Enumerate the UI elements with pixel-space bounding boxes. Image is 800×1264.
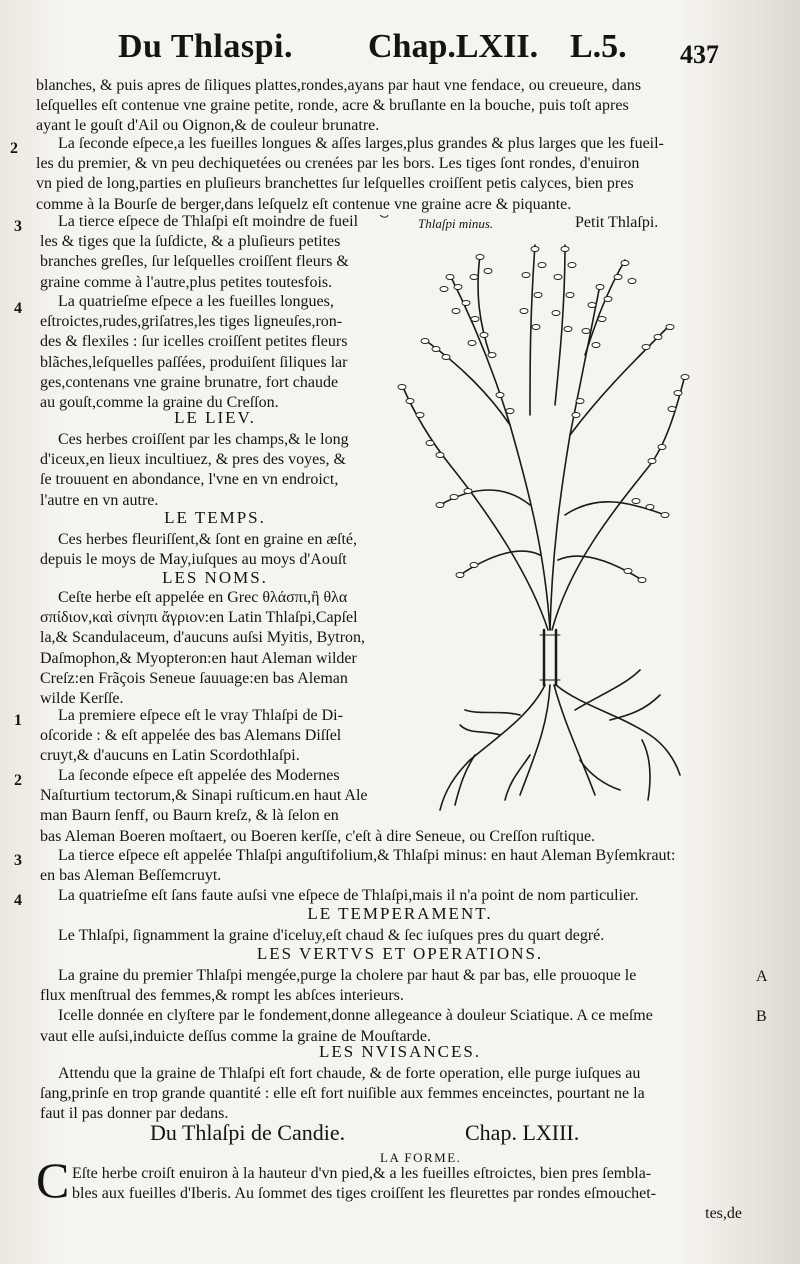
- margin-letter-a: A: [756, 968, 768, 985]
- text-line: Eſte herbe croiſt enuiron à la hauteur d'vn pied,& a les fueilles eſtroictes, bien pres ſembla-: [72, 1165, 652, 1182]
- paragraph-noms: [40, 588, 390, 709]
- paragraph-third-species: [40, 212, 390, 293]
- text-line: eſtroictes,rudes,griſatres,les tiges ligneuſes,ron-: [40, 313, 343, 331]
- text-line: blãches,leſquelles paſſées, produiſent ſiliques lar: [40, 353, 348, 371]
- section-heading-lieu: LE LIEV.: [174, 408, 256, 427]
- margin-number: 1: [14, 712, 22, 729]
- figure-caption-french: Petit Thlaſpi.: [575, 214, 659, 231]
- text-line: La ſeconde eſpece eſt appelée des Modernes: [58, 767, 340, 784]
- text-line: La tierce eſpece eſt appelée Thlaſpi anguſtifolium,& Thlaſpi minus: en haut Aleman Byſemkraut:: [58, 847, 676, 864]
- text-line: La graine du premier Thlaſpi mengée,purge la cholere par haut & par bas, elle prouoque le: [58, 967, 637, 984]
- text-line: flux menſtrual des femmes,& rompt les abſces interieurs.: [40, 987, 404, 1005]
- drop-cap-letter: C: [36, 1152, 70, 1208]
- text-line: Attendu que la graine de Thlaſpi eſt fort chaude, & de forte operation, elle purge iuſques au: [58, 1065, 641, 1082]
- margin-letter-b: B: [756, 1008, 767, 1025]
- text-line: branches greſles, ſur leſquelles croiſſent fleurs &: [40, 253, 349, 271]
- text-line: man Baurn ſenff, ou Baurn kreſz, & là ſelon en: [40, 807, 339, 825]
- text-line: au gouſt,comme la graine du Creſſon.: [40, 393, 279, 411]
- text-line: vaut elle auſsi,induicte deſſus comme la graine de Mouſtarde.: [40, 1027, 431, 1045]
- text-line: bas Aleman Boeren moſtaert, ou Boeren kerſſe, c'eſt à dire Seneue, ou Creſſon ruſtique.: [40, 827, 596, 845]
- text-line: les & tiges que la ſuſdicte, & a pluſieurs petites: [40, 233, 341, 251]
- text-line: σπίδιον,καὶ σίνηπι ἄγριον:en Latin Thlaſpi,Capſel: [40, 609, 358, 627]
- text-line: comme à la Bourſe de berger,dans leſquelz eſt contenue vne graine acre & piquante.: [36, 195, 572, 213]
- text-line: Le Thlaſpi, ſignamment la graine d'iceluy,eſt chaud & ſec iuſques pres du quart degré.: [58, 927, 605, 944]
- text-line: La ſeconde eſpece,a les fueilles longues & aſſes larges,plus grandes & plus larges que les fueil-: [58, 135, 664, 152]
- paragraph-vertus: [40, 966, 760, 1047]
- margin-number: 3: [14, 852, 22, 869]
- text-line: La tierce eſpece de Thlaſpi eſt moindre de fueil: [58, 213, 359, 230]
- text-line: ſe trouuent en abondance, l'vne en vn endroict,: [40, 471, 339, 489]
- next-chapter-title: Du Thlaſpi de Candie.: [150, 1120, 346, 1145]
- paragraph-forme: [72, 1164, 762, 1225]
- paragraph-names-first: [40, 706, 390, 767]
- text-line: cruyt,& d'aucuns en Latin Scordothlaſpi.: [40, 747, 300, 765]
- text-line: ayant le gouſt d'Ail ou Oignon,& de couleur brunatre.: [36, 117, 380, 135]
- section-heading-temperament: LE TEMPERAMENT.: [307, 904, 493, 923]
- text-line: oſcoride : & eſt appelée des bas Alemans Diſſel: [40, 727, 342, 745]
- text-line: blanches, & puis apres de ſiliques plattes,rondes,ayans par haut vne fendace, ou creueure, dans: [36, 77, 642, 94]
- text-line: Creſz:en Frãçois Seneue ſauuage:en bas Aleman: [40, 669, 348, 687]
- text-line: La quatrieſme eſt ſans faute auſsi vne eſpece de Thlaſpi,mais il n'a point de nom particulier.: [58, 887, 639, 904]
- text-line: ſang,prinſe en trop grande quantité : elle eſt fort nuiſible aux femmes enceinctes, pourtant ne la: [40, 1085, 645, 1103]
- margin-number: 2: [10, 140, 18, 157]
- text-line: tes,de: [705, 1205, 742, 1223]
- text-line: des & flexiles : ſur icelles croiſſent petites fleurs: [40, 333, 348, 351]
- text-line: leſquelles eſt contenue vne graine petite, ronde, acre & bruſlante en la bouche, puis toſt apres: [36, 97, 629, 115]
- section-heading-noms: LES NOMS.: [162, 568, 268, 587]
- text-line: Ces herbes fleuriſſent,& ſont en graine en æſté,: [58, 531, 358, 548]
- paragraph-names-third: [40, 846, 760, 886]
- text-line: Naſturtium tectorum,& Sinapi ruſticum.en haut Ale: [40, 787, 368, 805]
- text-line: bles aux fueilles d'Iberis. Au ſommet des tiges croiſſent les fleurettes par rondes eſmouchet-: [72, 1185, 657, 1203]
- text-line: Ceſte herbe eſt appelée en Grec θλάσπι,ἢ θλα: [58, 589, 348, 606]
- running-header: [0, 28, 800, 72]
- text-line: ges,contenans vne graine brunatre, fort chaude: [40, 373, 339, 391]
- margin-number: 4: [14, 300, 22, 317]
- text-line: l'autre en vn autre.: [40, 491, 159, 509]
- text-line: Ces herbes croiſſent par les champs,& le long: [58, 431, 349, 448]
- section-heading-nuisances: LES NVISANCES.: [318, 1042, 482, 1061]
- header-title: Du Thlaspi.: [118, 28, 293, 65]
- page-number: 437: [680, 40, 719, 69]
- text-line: les du premier, & vn peu dechiquetées ou crenées par les bors. Les tiges ſont rondes, d'enuiron: [36, 155, 640, 173]
- margin-number: 2: [14, 772, 22, 789]
- text-line: faut il pas donner par dedans.: [40, 1105, 229, 1123]
- intro-paragraph: [36, 76, 756, 137]
- figure-caption-latin: Thlaſpi minus.: [418, 216, 494, 231]
- text-line: en bas Aleman Beſſemcruyt.: [40, 867, 222, 885]
- margin-number: 4: [14, 892, 22, 909]
- section-heading-forme: LA FORME.: [380, 1150, 462, 1165]
- paragraph-nuisances: [40, 1064, 760, 1125]
- text-line: vn pied de long,parties en pluſieurs branchettes ſur leſquelles croiſſent petis calyces, bien pres: [36, 175, 634, 193]
- text-line: Icelle donnée en clyſtere par le fondement,donne allegeance à douleur Sciatique. A ce meſme: [58, 1007, 653, 1025]
- paragraph-lieu: [40, 430, 390, 511]
- plant-woodcut-illustration: [380, 215, 700, 825]
- text-line: depuis le moys de May,iuſques au moys d'Aouſt: [40, 551, 347, 569]
- paragraph-second-species: [36, 134, 756, 215]
- paragraph-fourth-species: [40, 292, 390, 413]
- text-line: la,& Scandulaceum, d'aucuns auſsi Myitis, Bytron,: [40, 629, 366, 647]
- text-line: La quatrieſme eſpece a les fueilles longues,: [58, 293, 334, 310]
- margin-number: 3: [14, 218, 22, 235]
- text-line: Daſmophon,& Myopteron:en haut Aleman wilder: [40, 649, 357, 667]
- paragraph-names-second: [40, 766, 760, 847]
- next-chapter-number: Chap. LXIII.: [465, 1120, 580, 1145]
- text-line: wilde Kerſſe.: [40, 689, 124, 707]
- text-line: La premiere eſpece eſt le vray Thlaſpi de Di-: [58, 707, 343, 724]
- text-line: d'iceux,en lieux incultiuez, & pres des voyes, &: [40, 451, 346, 469]
- header-section: L.5.: [570, 28, 627, 65]
- text-line: graine comme à l'autre,plus petites toutesfois.: [40, 273, 333, 291]
- section-heading-vertus: LES VERTVS ET OPERATIONS.: [256, 944, 544, 963]
- paragraph-temps: [40, 530, 390, 570]
- section-heading-temps: LE TEMPS.: [164, 508, 266, 527]
- header-chapter: Chap.LXII.: [368, 28, 539, 65]
